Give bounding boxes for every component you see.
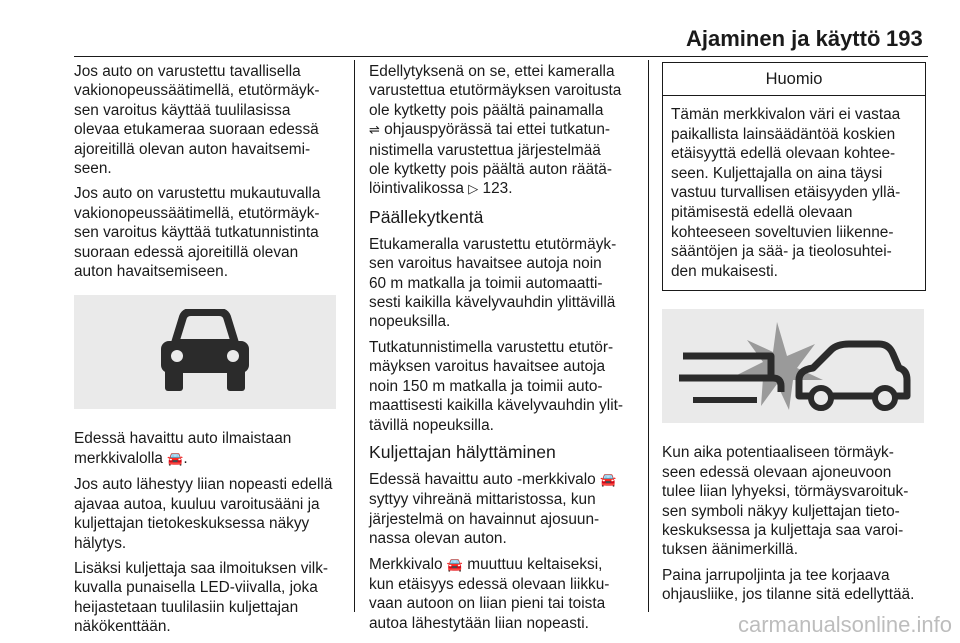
paragraph: Kun aika potentiaaliseen törmäyk- seen edessä olevaan ajoneuvoon tulee liian lyhyeksi, törmäysvaroituk- sen symboli näkyy kuljettajan tieto- keskuksessa ja kuljettaja saa varoi- tuksen äänimerkillä.: [662, 444, 909, 559]
page-reference-arrow-icon: ▷: [468, 182, 479, 198]
column-middle: [369, 62, 643, 639]
car-icon: 🚘: [446, 557, 464, 573]
collision-warning-icon: [673, 316, 913, 416]
steering-wheel-button-icon: ⇌: [369, 123, 380, 139]
column-right: [662, 62, 928, 611]
note-box: [662, 62, 926, 291]
paragraph: Jos auto on varustettu tavallisella vakionopeussäätimellä, etutörmäyk- sen varoitus käyttää tuulilasissa olevaa etukameraa suoraan edessä ajoreitillä olevan auton havaitsemi- seen.: [74, 63, 320, 178]
paragraph: Etukameralla varustettu etutörmäyk- sen varoitus havaitsee autoja noin 60 m matkalla ja toimii automaatti- sesti kaikilla kävelyvauhdin ylittävillä nopeuksilla.: [369, 235, 617, 331]
column-left: [74, 62, 350, 643]
note-title: Huomio: [663, 63, 925, 96]
header-rule: [74, 56, 928, 57]
section-heading: Kuljettajan hälyttäminen: [369, 441, 556, 462]
vehicle-ahead-icon: [153, 309, 257, 395]
paragraph: Edessä havaittu auto -merkkivalo 🚘 syttyy vihreänä mittaristossa, kun järjestelmä on havainnut ajosuun- nassa olevan auton.: [369, 470, 617, 548]
paragraph: Jos auto lähestyy liian nopeasti edellä ajavaa autoa, kuuluu varoitusääni ja kuljettajan tietokeskuksessa näkyy hälytys.: [74, 476, 333, 552]
paragraph: Paina jarrupoljinta ja tee korjaava ohjausliike, jos tilanne sitä edellyttää.: [662, 566, 915, 604]
paragraph: Lisäksi kuljettaja saa ilmoituksen vilk- kuvalla punaisella LED-viivalla, joka heijastetaan tuulilasiin kuljettajan näkökenttään.: [74, 559, 329, 636]
section-heading: Päällekytkentä: [369, 206, 484, 227]
paragraph: Edessä havaittu auto ilmaistaan merkkivalolla 🚘.: [74, 430, 292, 467]
watermark: carmanualsonline.info: [737, 612, 952, 637]
car-icon: 🚘: [167, 451, 184, 467]
note-body: Tämän merkkivalon väri ei vastaa paikallista lainsäädäntöä koskien etäisyyttä edellä olevaan kohtee- seen. Kuljettajalla on aina täysi vastuu turvallisen etäisyyden yllä- pitämisestä edellä olevaan kohteeseen soveltuvien liikenne- sääntöjen ja sää- ja tieolosuhtei- den mukaisesti.: [671, 106, 901, 280]
column-divider-1: [354, 60, 355, 612]
paragraph: Tutkatunnistimella varustettu etutör- mäyksen varoitus havaitsee autoja noin 150 m matkalla ja toimii auto- maattisesti kaikilla kävelyvauhdin ylit- tävillä nopeuksilla.: [369, 338, 624, 434]
paragraph: Merkkivalo 🚘 muuttuu keltaiseksi, kun etäisyys edessä olevaan liikku- vaan autoon on liian pieni tai toista autoa lähestytään liian nopeasti.: [369, 555, 610, 632]
page-header: [0, 0, 960, 60]
car-icon: 🚘: [599, 472, 617, 488]
paragraph: Jos auto on varustettu mukautuvalla vakionopeussäätimellä, etutörmäyk- sen varoitus käyttää tutkatunnistinta suoraan edessä ajoreitillä olevan auton havaitsemiseen.: [74, 185, 321, 281]
column-divider-2: [648, 60, 649, 612]
vehicle-ahead-image: [74, 295, 336, 409]
chapter-title: Ajaminen ja käyttö: [686, 26, 881, 51]
collision-warning-image: [662, 309, 924, 423]
paragraph: Edellytyksenä on se, ettei kameralla varustettua etutörmäyksen varoitusta ole kytketty pois päältä painamalla ⇌ ohjauspyörässä tai ettei tutkatun- nistimella varustettua järjestelmää ole kytketty pois päältä auton räätä- löintivalikossa ▷ 123.: [369, 63, 622, 198]
page-number: 193: [886, 26, 923, 51]
